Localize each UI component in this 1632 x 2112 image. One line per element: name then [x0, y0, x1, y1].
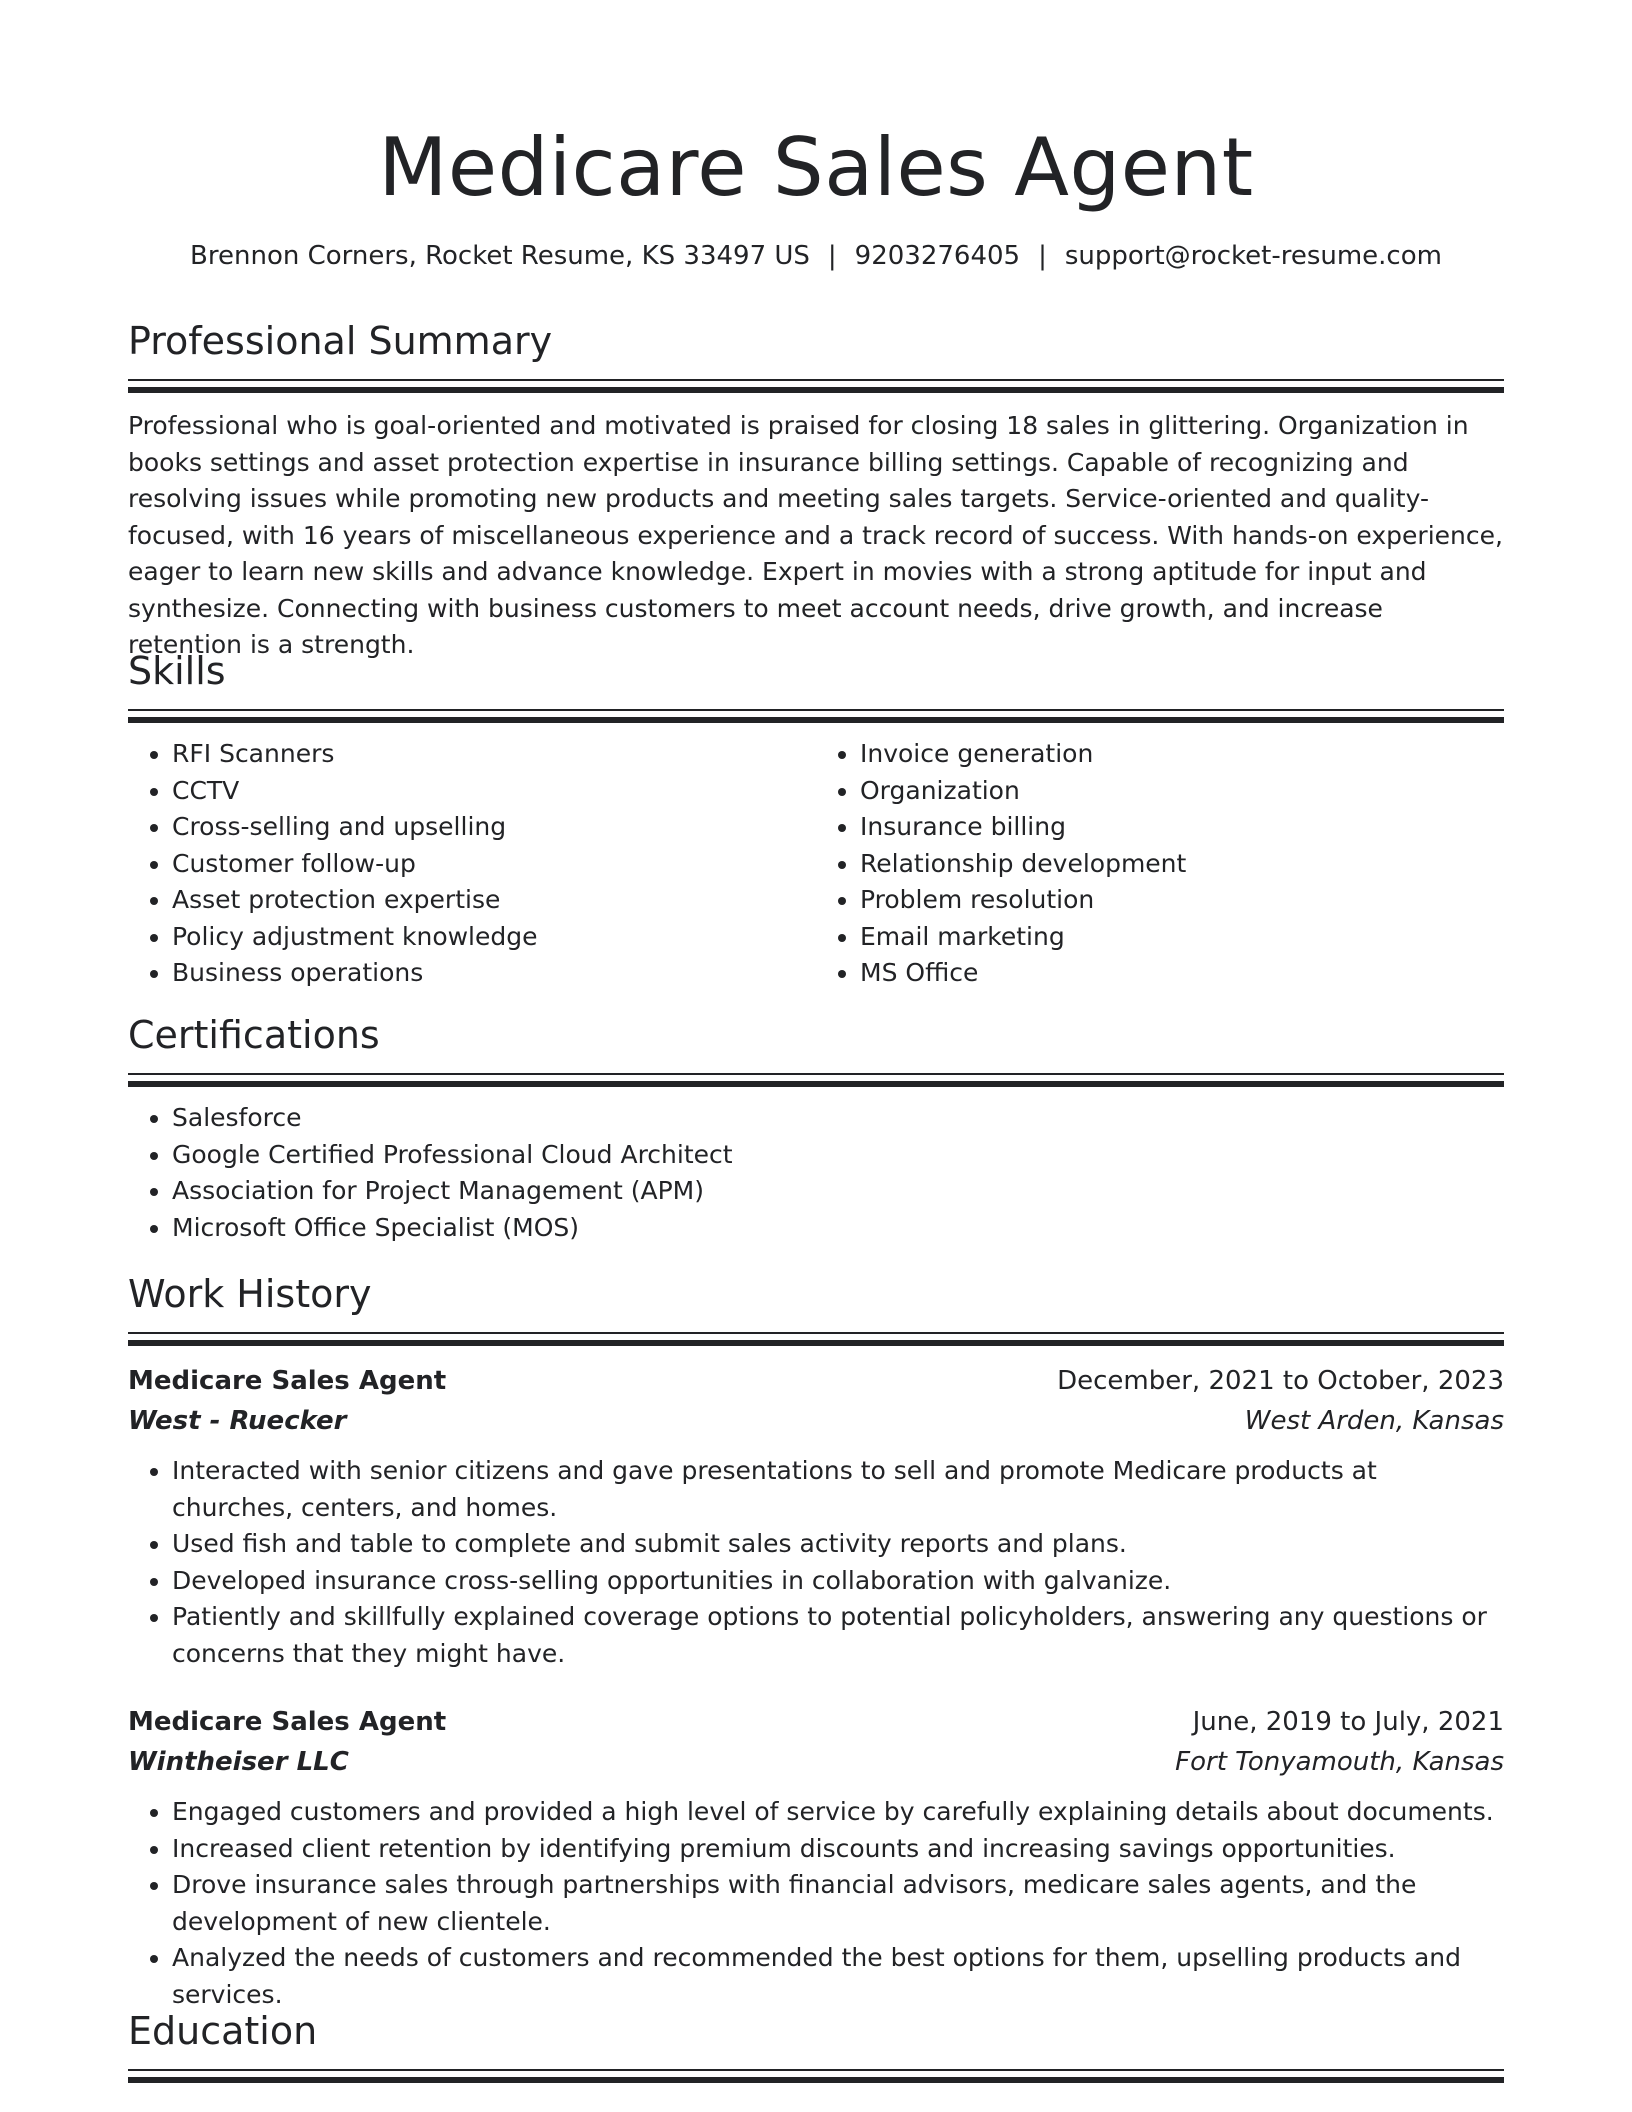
skill-item: • RFI Scanners — [172, 736, 816, 773]
education-heading: Education — [128, 2009, 318, 2053]
skill-item: • CCTV — [172, 773, 816, 810]
contact-email: support@rocket-resume.com — [1064, 241, 1442, 271]
skills-columns — [128, 736, 1504, 992]
certification-item: • Microsoft Office Specialist (MOS) — [172, 1210, 1504, 1247]
job-bullet: • Drove insurance sales through partnerships with financial advisors, medicare sales agents, and the development of new clientele. — [172, 1867, 1504, 1940]
job-location: West Arden, Kansas — [1244, 1406, 1504, 1436]
skill-item: • Customer follow-up — [172, 846, 816, 883]
section-divider — [128, 1073, 1504, 1088]
job-title: Medicare Sales Agent — [128, 1707, 447, 1737]
skill-item: • Cross-selling and upselling — [172, 809, 816, 846]
summary-heading: Professional Summary — [128, 319, 553, 363]
contact-separator: | — [1038, 241, 1047, 271]
contact-separator: | — [827, 241, 837, 271]
job-bullets — [128, 1453, 1504, 1672]
job-entry — [128, 1702, 1504, 2013]
certifications-list — [128, 1100, 1504, 1246]
skill-item: • Organization — [860, 773, 1504, 810]
job-company: Wintheiser LLC — [128, 1747, 349, 1777]
section-divider — [128, 379, 1504, 394]
contact-line — [128, 238, 1504, 274]
skills-list-left — [128, 736, 816, 992]
page-title: Medicare Sales Agent — [378, 121, 1254, 214]
section-divider — [128, 1332, 1504, 1347]
certifications-section — [128, 1011, 1504, 1246]
work-history-heading: Work History — [128, 1272, 372, 1316]
job-entry — [128, 1361, 1504, 1672]
job-bullet: • Engaged customers and provided a high level of service by carefully explaining details about documents. — [172, 1794, 1504, 1831]
job-bullet: • Used fish and table to complete and submit sales activity reports and plans. — [172, 1526, 1504, 1563]
skill-item: • Asset protection expertise — [172, 882, 816, 919]
job-bullet: • Developed insurance cross-selling opportunities in collaboration with galvanize. — [172, 1563, 1504, 1600]
certification-item: • Google Certified Professional Cloud Architect — [172, 1137, 1504, 1174]
work-history-section — [128, 1270, 1504, 2013]
summary-section — [128, 317, 1504, 664]
job-dates: June, 2019 to July, 2021 — [1192, 1707, 1504, 1737]
job-bullet: • Patiently and skillfully explained coverage options to potential policyholders, answering any questions or concerns that they might have. — [172, 1599, 1504, 1672]
skill-item: • Insurance billing — [860, 809, 1504, 846]
contact-phone: 9203276405 — [854, 241, 1021, 271]
skill-item: • Email marketing — [860, 919, 1504, 956]
job-bullets — [128, 1794, 1504, 2013]
job-location: Fort Tonyamouth, Kansas — [1175, 1747, 1504, 1777]
skill-item: • Relationship development — [860, 846, 1504, 883]
skill-item: • Policy adjustment knowledge — [172, 919, 816, 956]
section-divider — [128, 709, 1504, 724]
skill-item: • MS Office — [860, 955, 1504, 992]
job-header — [128, 1361, 1504, 1401]
job-bullet: • Interacted with senior citizens and gave presentations to sell and promote Medicare products at churches, centers, and homes. — [172, 1453, 1504, 1526]
section-divider — [128, 2069, 1504, 2084]
skill-item: • Business operations — [172, 955, 816, 992]
certifications-heading: Certifications — [128, 1013, 380, 1057]
job-subheader — [128, 1742, 1504, 1782]
job-dates: December, 2021 to October, 2023 — [1057, 1366, 1504, 1396]
skill-item: • Invoice generation — [860, 736, 1504, 773]
contact-address: Brennon Corners, Rocket Resume, KS 33497 US — [190, 241, 810, 271]
education-section — [128, 2007, 1504, 2084]
job-company: West - Ruecker — [128, 1406, 347, 1436]
certification-item: • Salesforce — [172, 1100, 1504, 1137]
job-header — [128, 1702, 1504, 1742]
job-title: Medicare Sales Agent — [128, 1366, 447, 1396]
skills-list-right — [816, 736, 1504, 992]
skills-heading: Skills — [128, 649, 226, 693]
job-bullet: • Increased client retention by identifying premium discounts and increasing savings opportunities. — [172, 1831, 1504, 1868]
skill-item: • Problem resolution — [860, 882, 1504, 919]
summary-text: Professional who is goal-oriented and motivated is praised for closing 18 sales in glittering. Organization in books settings and asset protection expertise in insurance billing settings. Capable of recognizing and resolving issues while promoting new products and meeting sales targets. Service-oriented and quality-focused, with 16 years of miscellaneous experience and a track record of success. With hands-on experience, eager to learn new skills and advance knowledge. Expert in movies with a strong aptitude for input and synthesize. Connecting with business customers to meet account needs, drive growth, and increase retention is a strength. — [128, 411, 1503, 659]
job-subheader — [128, 1401, 1504, 1441]
job-bullet: • Analyzed the needs of customers and recommended the best options for them, upselling products and services. — [172, 1940, 1504, 2013]
skills-section — [128, 647, 1504, 992]
certification-item: • Association for Project Management (APM) — [172, 1173, 1504, 1210]
